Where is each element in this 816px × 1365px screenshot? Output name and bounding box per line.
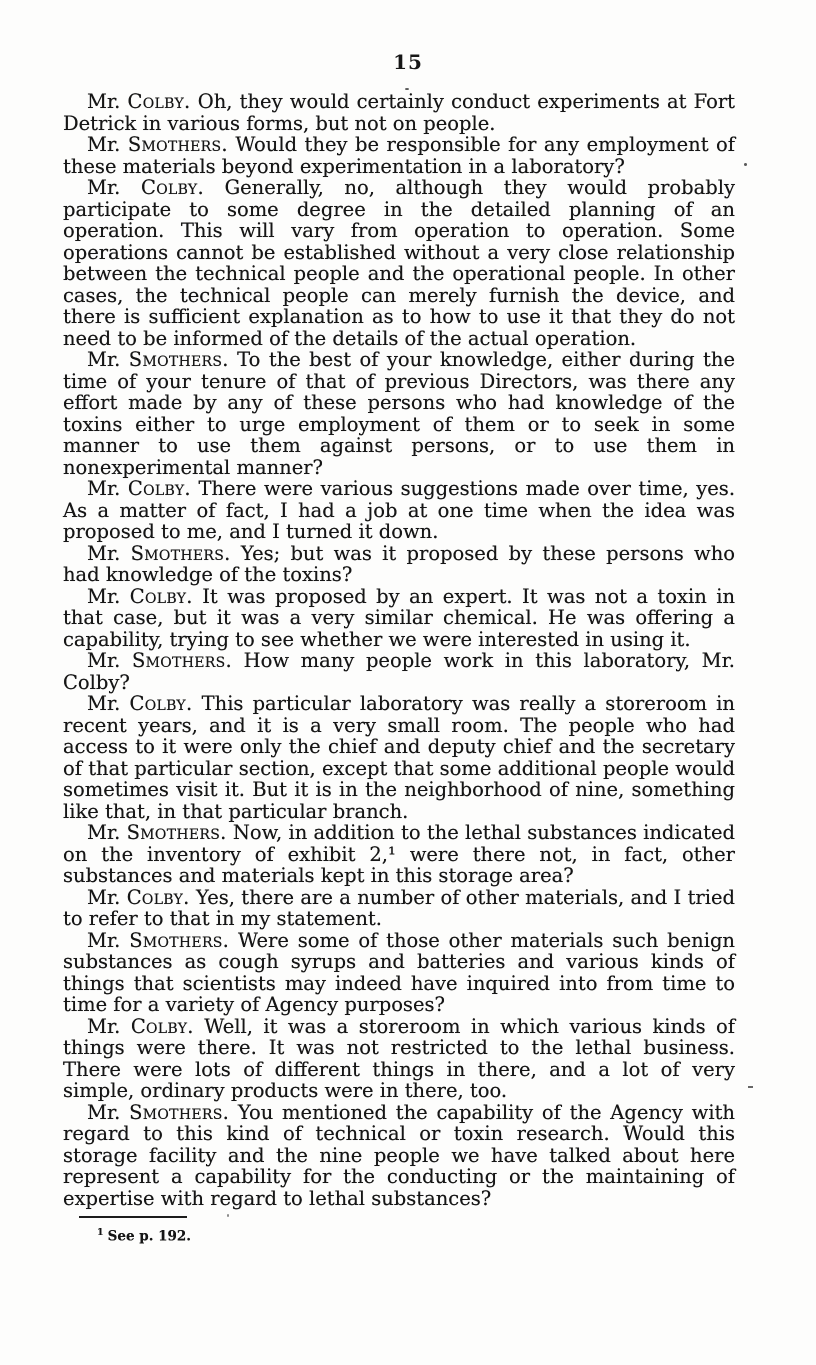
speaker-prefix: Mr. <box>87 1100 121 1124</box>
transcript-paragraph <box>63 543 735 586</box>
speaker-name: Smothers. <box>128 348 229 371</box>
transcript-paragraph <box>63 349 735 478</box>
speaker-name: Colby. <box>129 692 193 715</box>
speaker-name: Colby. <box>129 584 193 608</box>
transcript-paragraph <box>63 478 735 543</box>
speaker-prefix: Mr. <box>87 133 121 156</box>
speaker-prefix: Mr. <box>87 348 121 371</box>
speech-text: Yes, there are a number of other materials, and I tried to refer to that in my statement. <box>63 885 736 930</box>
transcript-paragraph <box>63 91 735 134</box>
transcript-paragraph <box>63 887 735 930</box>
footnote-marker: 1 <box>97 1227 104 1238</box>
page-number: 15 <box>393 50 423 74</box>
speaker-name: Smothers. <box>130 541 231 565</box>
speaker-prefix: Mr. <box>87 821 121 844</box>
transcript-paragraph <box>63 586 735 651</box>
transcript-paragraph <box>63 134 735 177</box>
transcript-paragraph <box>63 650 735 693</box>
speech-text: Well, it was a storeroom in which various kinds of things were there. It was not restricted to the lethal business. There were lots of different things in there, and a lot of very simple, ordinary products were in there, too. <box>63 1014 735 1102</box>
speaker-name: Colby. <box>127 90 191 113</box>
speech-text: Would they be responsible for any employment of these materials beyond experimentation in a laboratory? <box>63 133 736 178</box>
speech-text: Now, in addition to the lethal substances indicated on the inventory of exhibit 2,¹ were there not, in fact, other substances and materials kept in this storage area? <box>63 821 736 887</box>
transcript-paragraph <box>63 177 735 349</box>
speaker-prefix: Mr. <box>87 90 121 113</box>
speech-text: Were some of those other materials such benign substances as cough syrups and batteries and various kinds of things that scientists may indeed have inquired into from time to time for a variety of Agency purposes? <box>63 928 735 1016</box>
speech-text: There were various suggestions made over time, yes. As a matter of fact, I had a job at one time when the idea was proposed to me, and I turned it down. <box>63 477 736 543</box>
speaker-name: Smothers. <box>126 821 227 844</box>
speaker-prefix: Mr. <box>87 885 121 909</box>
speech-text: Generally, no, although they would probably participate to some degree in the detailed planning of an operation. This will vary from operation to operation. Some operations cannot be established without a very close relationship between the technical people and the operational people. In other cases, the technical people can merely furnish the device, and there is sufficient explanation as to how to use it that they do not need to be informed of the details of the actual operation. <box>63 176 735 350</box>
speech-text: Yes; but was it proposed by these persons who had knowledge of the toxins? <box>63 541 736 586</box>
speaker-prefix: Mr. <box>87 477 121 500</box>
footnote-text: See p. 192. <box>107 1228 191 1245</box>
scan-artifact-dot <box>744 163 747 166</box>
transcript-paragraph <box>63 930 735 1016</box>
footnote-rule <box>79 1216 187 1218</box>
transcript-body <box>63 91 735 1248</box>
speaker-prefix: Mr. <box>87 176 121 199</box>
scan-artifact-dash <box>748 1086 753 1088</box>
speaker-name: Smothers. <box>127 133 228 156</box>
footnote <box>97 1222 735 1248</box>
speech-text: It was proposed by an expert. It was not a toxin in that case, but it was a very similar chemical. He was offering a capability, trying to see whether we were interested in using it. <box>63 584 736 651</box>
speaker-name: Colby. <box>126 885 190 909</box>
speaker-name: Colby. <box>130 1014 194 1038</box>
speaker-name: Colby. <box>140 176 204 199</box>
speaker-prefix: Mr. <box>87 692 121 715</box>
speech-text: How many people work in this laboratory, Mr. Colby? <box>63 649 735 694</box>
speaker-prefix: Mr. <box>87 649 121 672</box>
speaker-name: Colby. <box>127 477 191 500</box>
speech-text: This particular laboratory was really a storeroom in recent years, and it is a very small room. The people who had access to it were only the chief and deputy chief and the secretary of that particular section, except that some additional people would sometimes visit it. But it is in the neighborhood of nine, something like that, in that particular branch. <box>63 692 735 823</box>
transcript-paragraph <box>63 1102 735 1210</box>
speech-text: You mentioned the capability of the Agency with regard to this kind of technical or toxin research. Would this storage facility and the nine people we have talked about here represent a capability for the conducting or the maintaining of expertise with regard to lethal substances? <box>63 1100 735 1210</box>
speaker-prefix: Mr. <box>87 1014 121 1038</box>
speaker-name: Smothers. <box>131 649 232 672</box>
speaker-prefix: Mr. <box>87 541 121 565</box>
speech-text: To the best of your knowledge, either during the time of your tenure of that of previous Directors, was there any effort made by any of these persons who had knowledge of the toxins either to urge employment of them or to seek in some manner to use them against persons, or to use them in nonexperimental manner? <box>63 348 735 479</box>
transcript-paragraph <box>63 693 735 822</box>
speech-text: Oh, they would certainly conduct experiments at Fort Detrick in various forms, but not on people. <box>63 90 736 135</box>
speaker-prefix: Mr. <box>87 584 121 608</box>
transcript-paragraph <box>63 1016 735 1102</box>
speaker-name: Smothers. <box>129 1100 230 1124</box>
speaker-name: Smothers. <box>129 928 230 952</box>
speaker-prefix: Mr. <box>87 928 121 952</box>
transcript-paragraph <box>63 822 735 887</box>
